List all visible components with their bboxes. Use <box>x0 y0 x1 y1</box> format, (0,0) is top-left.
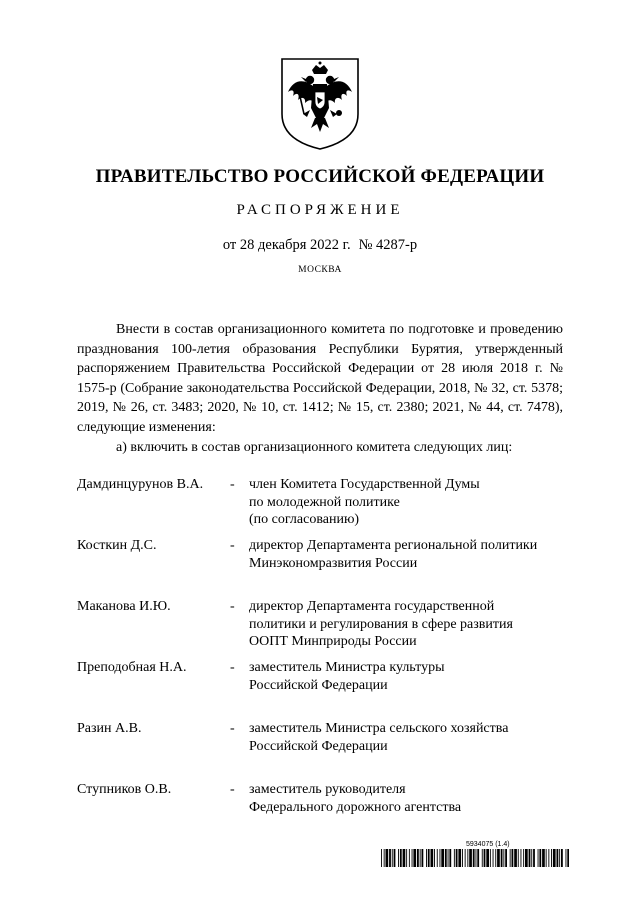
body-paragraph: а) включить в состав организационного комитета следующих лиц: <box>116 439 513 455</box>
persons-list <box>77 476 563 842</box>
person-position: заместитель руководителя Федерального дорожного агентства <box>249 782 462 815</box>
person-position: заместитель Министра сельского хозяйства Российской Федерации <box>249 721 509 754</box>
state-emblem-icon <box>279 56 361 152</box>
government-title: ПРАВИТЕЛЬСТВО РОССИЙСКОЙ ФЕДЕРАЦИИ <box>95 166 545 187</box>
person-name: Преподобная Н.А. <box>77 660 187 675</box>
person-name: Разин А.В. <box>77 721 142 736</box>
document-type: РАСПОРЯЖЕНИЕ <box>236 202 404 218</box>
person-name: Дамдинцурунов В.А. <box>77 477 204 492</box>
person-position: директор Департамента региональной политики Минэкономразвития России <box>249 538 538 571</box>
person-entry <box>77 720 563 781</box>
barcode-number: 5934075 (1.4) <box>466 841 510 848</box>
dash-separator: - <box>230 599 235 614</box>
person-position: директор Департамента государственной политики и регулирования в сфере развития ООПТ Минприроды России <box>249 599 513 650</box>
person-name: Ступников О.В. <box>77 782 172 797</box>
document-number: № 4287-р <box>358 237 418 253</box>
person-name: Маканова И.Ю. <box>77 599 171 614</box>
person-entry <box>77 476 563 537</box>
dash-separator: - <box>230 782 235 797</box>
person-entry <box>77 598 563 659</box>
person-entry <box>77 781 563 842</box>
body-paragraph: Внести в состав организационного комитета по подготовке и проведению празднования 100-летия образования Республики Бурятия, утвержденный распоряжением Правительства Российской Федерации от 28 июля 2018 г. № 1575-р (Собрание законодательства Российской Федерации, 2018, № 32, ст. 5378; 2019, № 26, ст. 3483; 2020, № 10, ст. 1412; № 15, ст. 2380; 2021, № 44, ст. 7478), следующие изменения: <box>77 322 563 435</box>
person-position: член Комитета Государственной Думы по молодежной политике (по согласованию) <box>249 477 480 528</box>
barcode-icon <box>381 849 569 867</box>
dash-separator: - <box>230 721 235 736</box>
dash-separator: - <box>230 660 235 675</box>
person-name: Косткин Д.С. <box>77 538 157 553</box>
person-entry <box>77 537 563 598</box>
dash-separator: - <box>230 477 235 492</box>
document-city: МОСКВА <box>298 265 342 275</box>
dash-separator: - <box>230 538 235 553</box>
person-entry <box>77 659 563 720</box>
person-position: заместитель Министра культуры Российской Федерации <box>249 660 445 693</box>
document-date: от 28 декабря 2022 г. <box>222 237 351 253</box>
date-number-line <box>0 237 640 254</box>
document-body <box>77 320 563 457</box>
